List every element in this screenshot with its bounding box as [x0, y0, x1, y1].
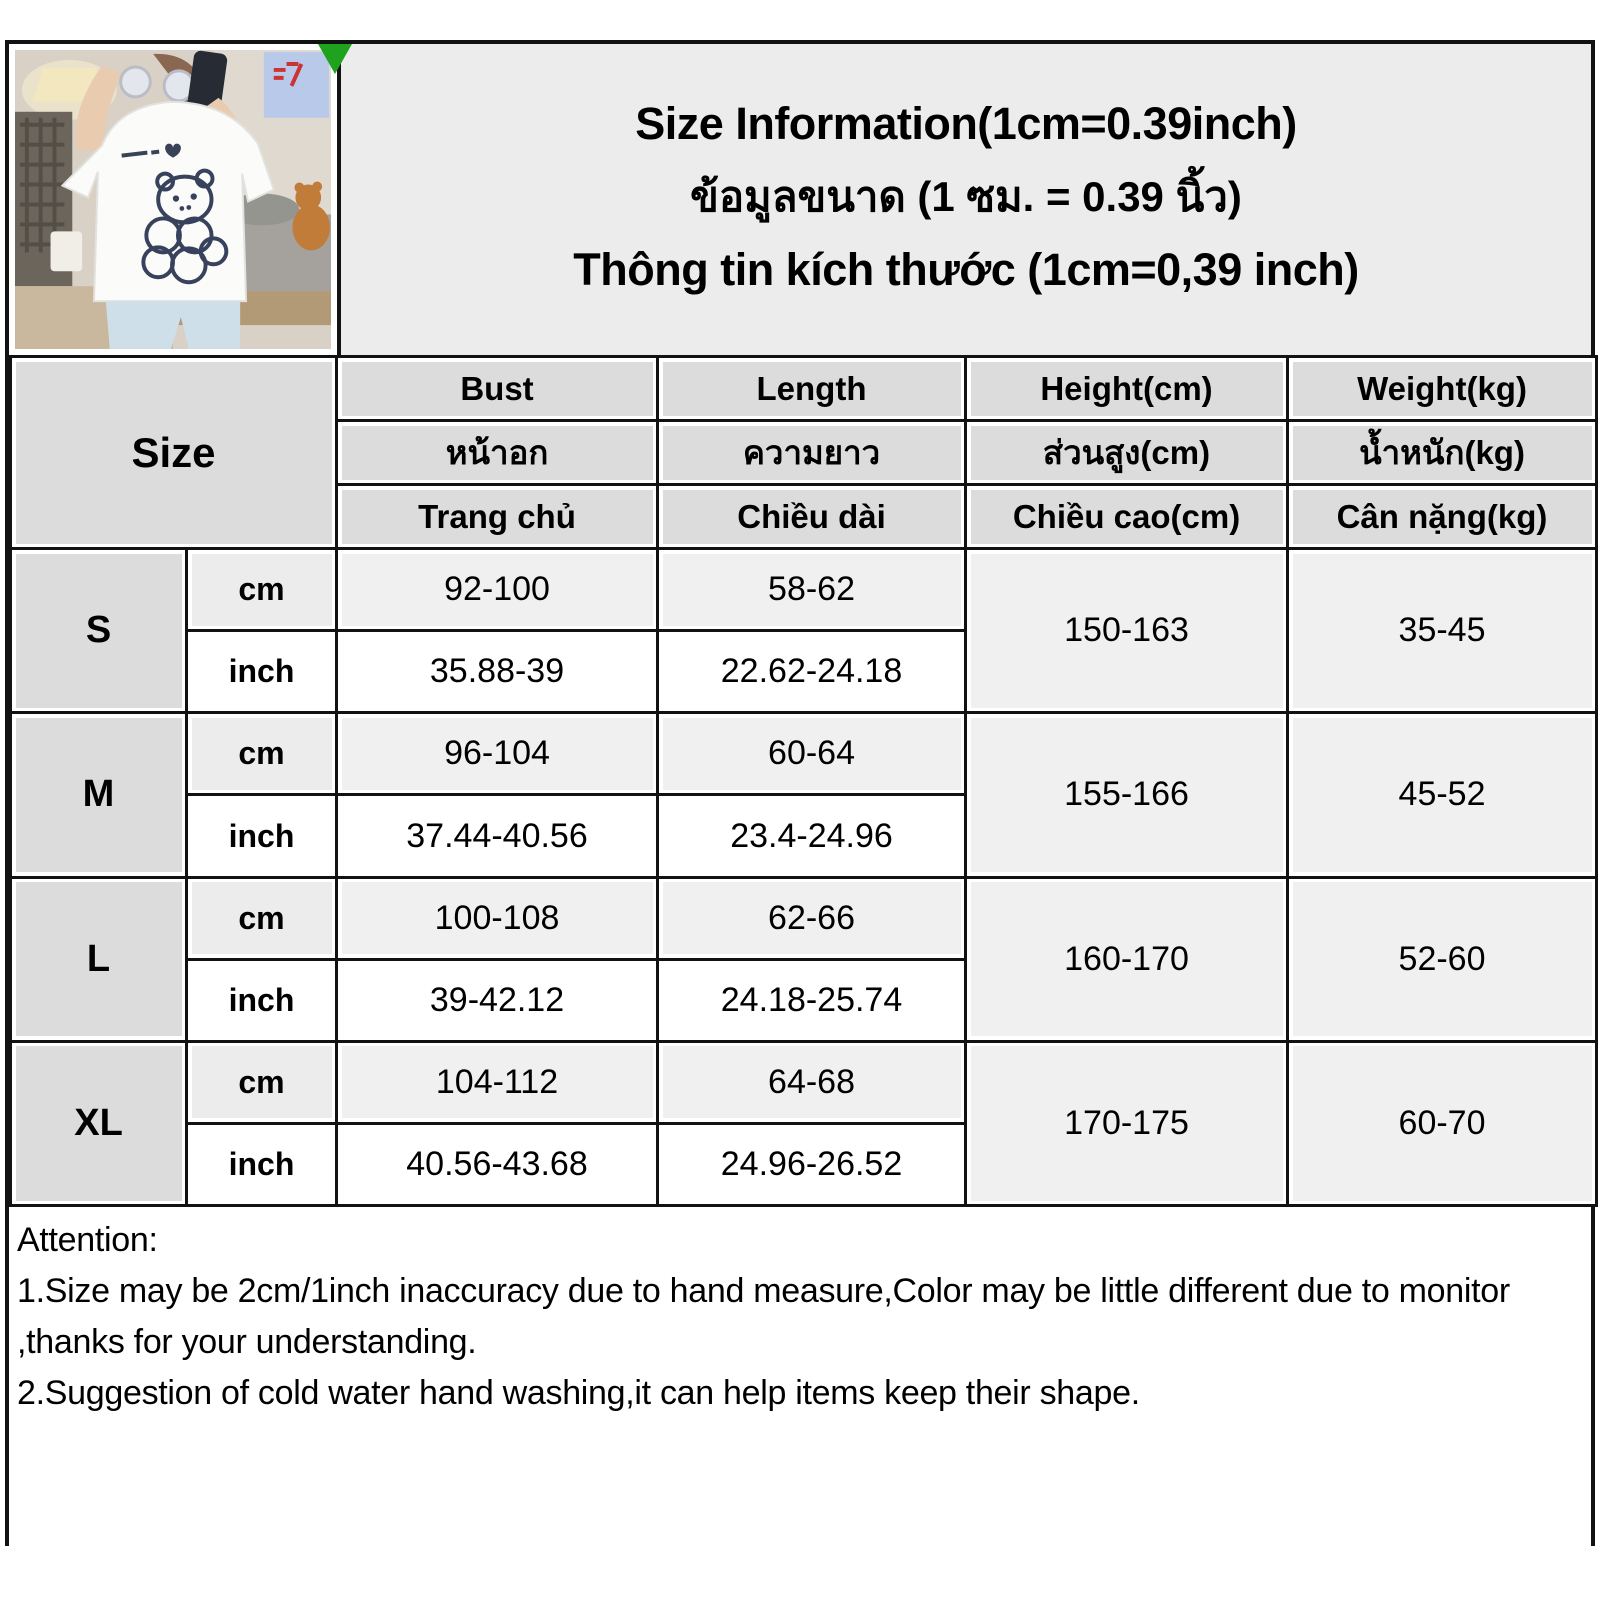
header-length-vi: Chiều dài — [658, 485, 966, 549]
bust-inch-m: 37.44-40.56 — [337, 795, 658, 877]
unit-cell: inch — [187, 959, 337, 1041]
length-inch-s: 22.62-24.18 — [658, 631, 966, 713]
photo-headphones — [121, 67, 151, 97]
header-bust-th: หน้าอก — [337, 421, 658, 485]
length-inch-l: 24.18-25.74 — [658, 959, 966, 1041]
height-xl: 170-175 — [966, 1041, 1288, 1205]
bust-cm-xl: 104-112 — [337, 1041, 658, 1123]
bust-cm-l: 100-108 — [337, 877, 658, 959]
unit-cell: inch — [187, 1123, 337, 1205]
size-chart-frame — [5, 40, 1595, 1546]
header-row-en — [11, 357, 1597, 421]
length-cm-xl: 64-68 — [658, 1041, 966, 1123]
size-cell-m: M — [11, 713, 187, 877]
unit-cell: inch — [187, 795, 337, 877]
bust-inch-l: 39-42.12 — [337, 959, 658, 1041]
attention-note-1: 1.Size may be 2cm/1inch inaccuracy due to hand measure,Color may be little different due to monitor ,thanks for your understanding. — [17, 1272, 1510, 1361]
product-photo-illustration — [15, 50, 331, 349]
top-band — [9, 44, 1591, 355]
unit-cell: inch — [187, 631, 337, 713]
header-size: Size — [11, 357, 337, 549]
bust-cm-m: 96-104 — [337, 713, 658, 795]
size-cell-s: S — [11, 549, 187, 713]
size-table — [9, 355, 1598, 1207]
length-inch-xl: 24.96-26.52 — [658, 1123, 966, 1205]
row-l-cm — [11, 877, 1597, 959]
title-thai: ข้อมูลขนาด (1 ซม. = 0.39 นิ้ว) — [690, 172, 1242, 220]
height-l: 160-170 — [966, 877, 1288, 1041]
size-cell-xl: XL — [11, 1041, 187, 1205]
header-length-th: ความยาว — [658, 421, 966, 485]
header-height-th: ส่วนสูง(cm) — [966, 421, 1288, 485]
header-height-vi: Chiều cao(cm) — [966, 485, 1288, 549]
weight-xl: 60-70 — [1288, 1041, 1597, 1205]
height-m: 155-166 — [966, 713, 1288, 877]
weight-s: 35-45 — [1288, 549, 1597, 713]
bust-inch-xl: 40.56-43.68 — [337, 1123, 658, 1205]
unit-cell: cm — [187, 713, 337, 795]
photo-cup — [51, 231, 83, 271]
bust-inch-s: 35.88-39 — [337, 631, 658, 713]
header-length-en: Length — [658, 357, 966, 421]
row-s-cm — [11, 549, 1597, 631]
title-english: Size Information(1cm=0.39inch) — [635, 97, 1297, 149]
unit-cell: cm — [187, 877, 337, 959]
title-box — [341, 44, 1591, 355]
attention-section — [9, 1207, 1591, 1546]
header-bust-vi: Trang chủ — [337, 485, 658, 549]
length-cm-s: 58-62 — [658, 549, 966, 631]
header-weight-th: น้ำหนัก(kg) — [1288, 421, 1597, 485]
bust-cm-s: 92-100 — [337, 549, 658, 631]
row-m-cm — [11, 713, 1597, 795]
row-xl-cm — [11, 1041, 1597, 1123]
weight-l: 52-60 — [1288, 877, 1597, 1041]
header-weight-vi: Cân nặng(kg) — [1288, 485, 1597, 549]
attention-heading: Attention: — [17, 1221, 158, 1259]
unit-cell: cm — [187, 1041, 337, 1123]
product-photo — [9, 44, 341, 355]
height-s: 150-163 — [966, 549, 1288, 713]
attention-note-2: 2.Suggestion of cold water hand washing,it can help items keep their shape. — [17, 1374, 1140, 1412]
green-corner-icon — [318, 44, 352, 74]
length-cm-l: 62-66 — [658, 877, 966, 959]
header-bust-en: Bust — [337, 357, 658, 421]
photo-pants — [106, 301, 240, 349]
unit-cell: cm — [187, 549, 337, 631]
length-cm-m: 60-64 — [658, 713, 966, 795]
title-vietnamese: Thông tin kích thước (1cm=0,39 inch) — [573, 243, 1359, 295]
length-inch-m: 23.4-24.96 — [658, 795, 966, 877]
header-weight-en: Weight(kg) — [1288, 357, 1597, 421]
weight-m: 45-52 — [1288, 713, 1597, 877]
header-height-en: Height(cm) — [966, 357, 1288, 421]
size-cell-l: L — [11, 877, 187, 1041]
